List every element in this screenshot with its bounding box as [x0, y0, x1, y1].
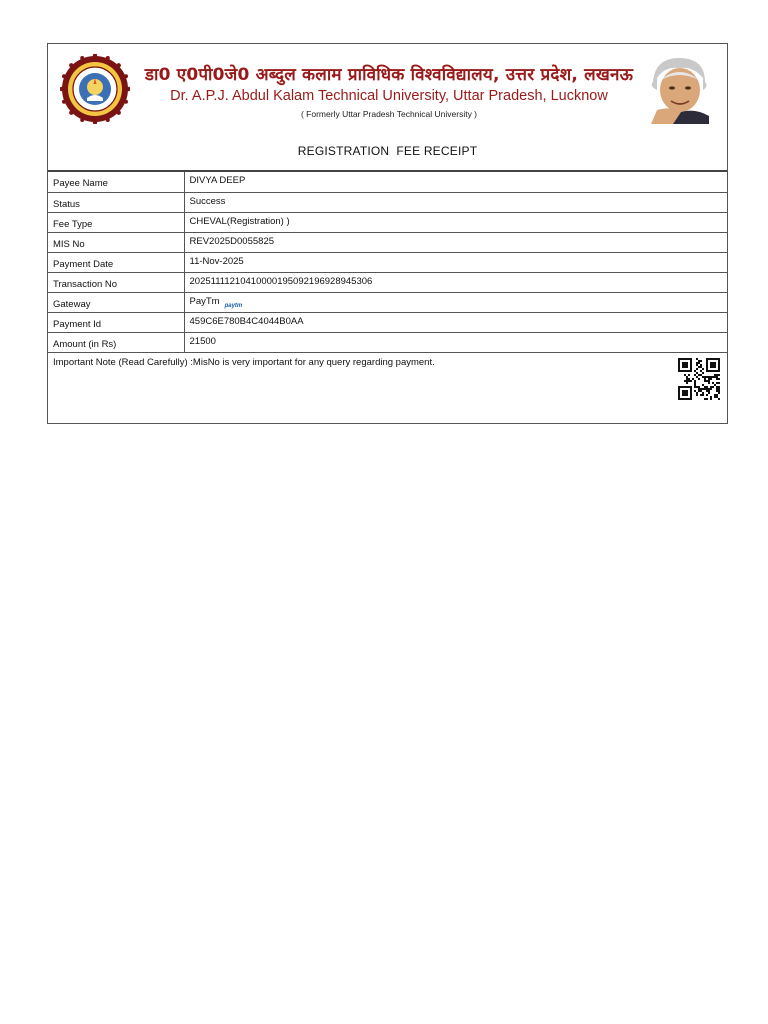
table-row — [48, 272, 727, 292]
payment-id-label: Payment Id — [48, 312, 184, 332]
important-note-label: Important Note (Read Carefully) — [53, 356, 188, 368]
important-note — [48, 353, 727, 407]
fee-type-value: CHEVAL(Registration) ) — [184, 212, 727, 232]
payment-id-value: 459C6E780B4C4044B0AA — [184, 312, 727, 332]
important-note-text: :MisNo is very important for any query regarding payment. — [190, 356, 435, 368]
status-label: Status — [48, 192, 184, 212]
table-row — [48, 232, 727, 252]
table-row — [48, 212, 727, 232]
university-name-english: Dr. A.P.J. Abdul Kalam Technical University, Uttar Pradesh, Lucknow — [170, 88, 608, 104]
amount-label: Amount (in Rs) — [48, 332, 184, 352]
formerly-note: ( Formerly Uttar Pradesh Technical University ) — [300, 109, 478, 119]
mis-no-value: REV2025D0055825 — [184, 232, 727, 252]
payment-date-value: 11-Nov-2025 — [184, 252, 727, 272]
table-row — [48, 172, 727, 192]
transaction-no-value: 20251111210410000195092196928945306 — [184, 272, 727, 292]
paytm-logo-icon: paytm — [224, 302, 243, 309]
table-row — [48, 332, 727, 352]
fee-receipt — [47, 43, 728, 424]
payee-name-label: Payee Name — [48, 172, 184, 192]
status-value: Success — [184, 192, 727, 212]
table-row — [48, 292, 727, 312]
transaction-no-label: Transaction No — [48, 272, 184, 292]
gateway-cell — [184, 292, 727, 312]
portrait-icon — [643, 52, 715, 124]
table-row — [48, 312, 727, 332]
gateway-label: Gateway — [48, 292, 184, 312]
fee-type-label: Fee Type — [48, 212, 184, 232]
mis-no-label: MIS No — [48, 232, 184, 252]
payment-date-label: Payment Date — [48, 252, 184, 272]
gateway-value: PayTm — [189, 295, 220, 307]
payee-name-value: DIVYA DEEP — [184, 172, 727, 192]
receipt-header — [48, 44, 727, 172]
amount-value: 21500 — [184, 332, 727, 352]
university-name-hindi: डा0 ए0पी0जे0 अब्दुल कलाम प्राविधिक विश्वविद्यालय, उत्तर प्रदेश, लखनऊ — [144, 65, 634, 85]
university-seal-icon — [60, 54, 130, 124]
table-row — [48, 252, 727, 272]
table-row — [48, 192, 727, 212]
receipt-fields-table — [48, 172, 727, 353]
receipt-title: REGISTRATION FEE RECEIPT — [297, 144, 478, 158]
qr-code-icon — [677, 358, 721, 400]
